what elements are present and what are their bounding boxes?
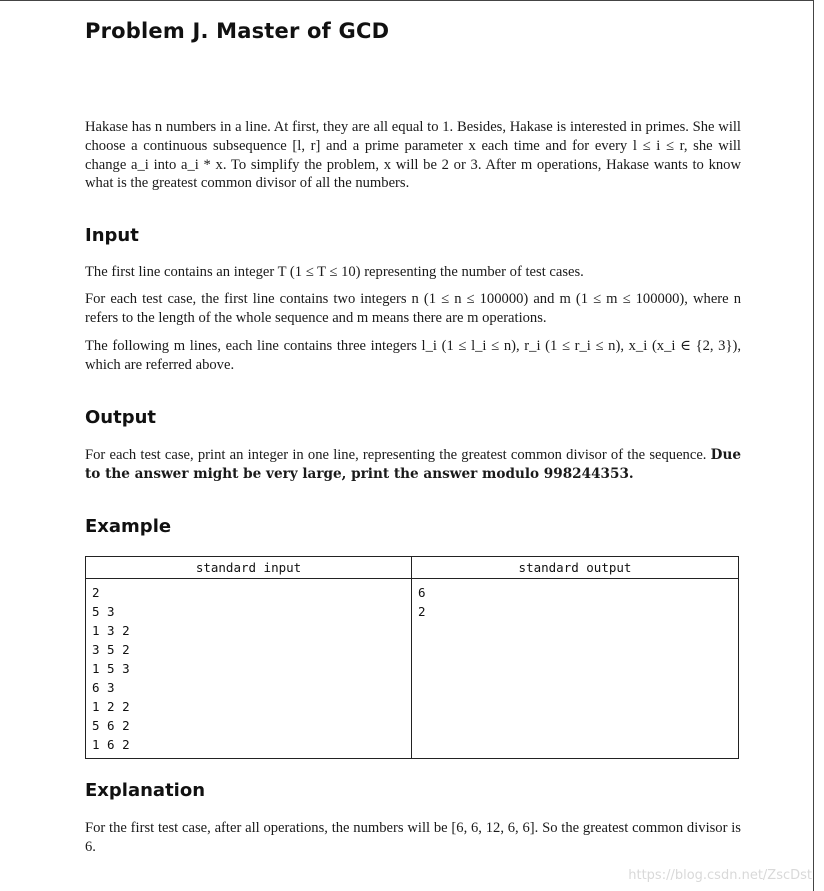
input-line: 1 6 2 [92,737,130,752]
explanation-heading: Explanation [85,780,206,801]
output-paragraph [85,446,741,484]
input-column-header: standard input [86,557,412,579]
input-paragraph-2: For each test case, the first line contains two integers n (1 ≤ n ≤ 100000) and m (1 ≤ m ≤ 100000), where n refers to the length of the whole sequence and m means there are m operations. [85,291,741,326]
output-line: 2 [418,604,426,619]
input-line: 1 3 2 [92,623,130,638]
input-paragraph-1: The first line contains an integer T (1 ≤ T ≤ 10) representing the number of test cases. [85,264,584,280]
input-line: 6 3 [92,680,115,695]
input-line: 5 6 2 [92,718,130,733]
example-output-cell [412,579,739,759]
input-line: 5 3 [92,604,115,619]
input-line: 2 [92,585,100,600]
input-line: 1 5 3 [92,661,130,676]
output-column-header: standard output [412,557,739,579]
output-emphasis: Due to the answer might be very large, print the answer modulo 998244353. [85,447,741,482]
input-line: 3 5 2 [92,642,130,657]
output-heading: Output [85,407,157,428]
input-paragraph-3: The following m lines, each line contains three integers l_i (1 ≤ l_i ≤ n), r_i (1 ≤ r_i ≤ n), x_i (x_i ∈ {2, 3}), which are referred above. [85,338,741,373]
example-table [85,556,739,759]
output-line: 6 [418,585,426,600]
statement-paragraph: Hakase has n numbers in a line. At first, they are all equal to 1. Besides, Hakase is interested in primes. She will choose a continuous subsequence [l, r] and a prime parameter x each time and for every l ≤ i ≤ r, she will change a_i into a_i * x. To simplify the problem, x will be 2 or 3. After m operations, Hakase wants to know what is the greatest common divisor of all the numbers. [85,119,741,192]
problem-title: Problem J. Master of GCD [85,19,390,43]
watermark: https://blog.csdn.net/ZscDst [628,868,812,883]
input-line: 1 2 2 [92,699,130,714]
input-heading: Input [85,225,139,246]
example-heading: Example [85,516,172,537]
example-input-cell [86,579,412,759]
explanation-paragraph: For the first test case, after all operations, the numbers will be [6, 6, 12, 6, 6]. So the greatest common divisor is 6. [85,820,741,855]
output-text: For each test case, print an integer in one line, representing the greatest common divisor of the sequence. [85,447,707,463]
